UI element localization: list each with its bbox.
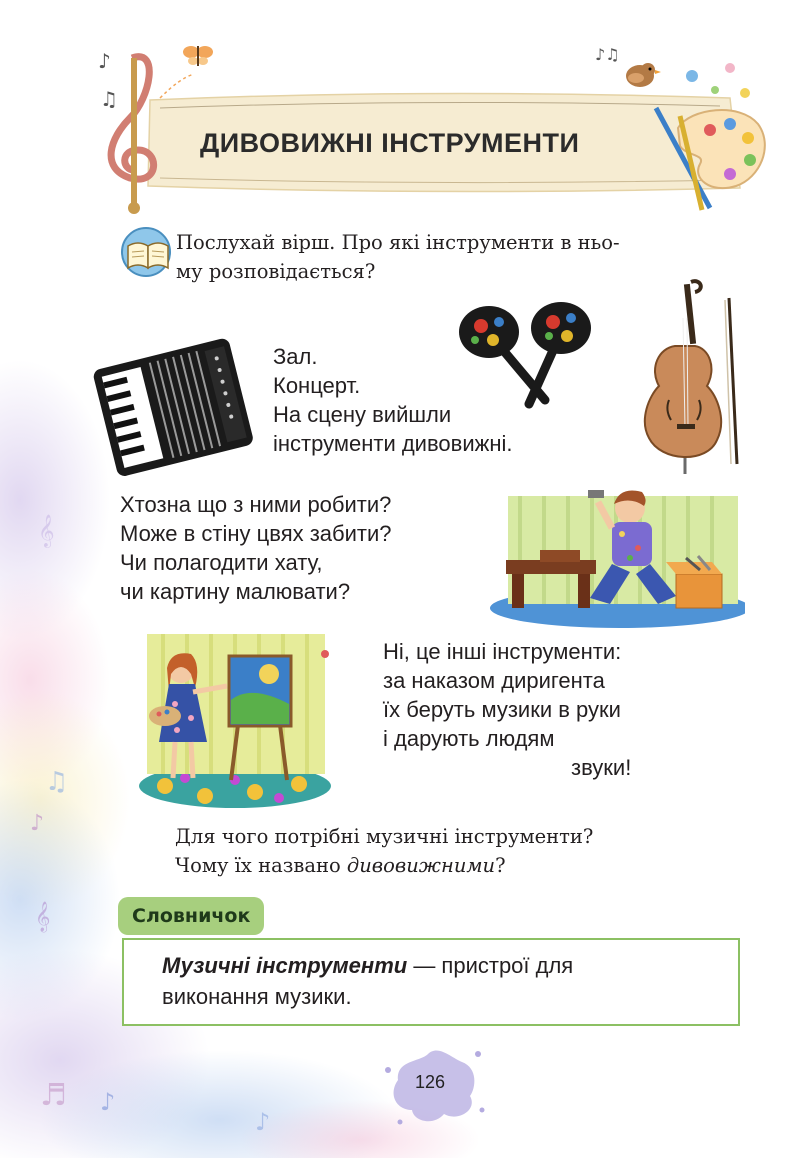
poem-line: Чи полагодити хату, bbox=[120, 550, 323, 575]
poem-line: Зал. bbox=[273, 344, 318, 369]
cello-illustration bbox=[625, 278, 747, 478]
poem-line: Ні, це інші інструменти: bbox=[383, 639, 622, 664]
glossary-tab: Словничок bbox=[118, 897, 264, 935]
boy-with-hammer-illustration bbox=[480, 478, 745, 628]
poem-stanza-2 bbox=[120, 490, 392, 606]
svg-text:♫: ♫ bbox=[100, 87, 118, 111]
glossary-term: Музичні інструменти bbox=[162, 953, 408, 978]
flowers-icon bbox=[686, 63, 750, 98]
poem-line: і дарують людям bbox=[383, 726, 555, 751]
question-text: Чому їх названо bbox=[175, 854, 347, 877]
glossary-definition bbox=[162, 950, 722, 1012]
glossary-definition-text: — пристрої для bbox=[407, 953, 574, 978]
poem-line: Може в стіну цвях забити? bbox=[120, 521, 392, 546]
poem-line: звуки! bbox=[571, 755, 632, 780]
svg-text:𝄞: 𝄞 bbox=[35, 902, 51, 932]
svg-text:♬: ♬ bbox=[40, 1078, 67, 1113]
question-text: ? bbox=[495, 854, 506, 877]
maracas-illustration bbox=[455, 300, 595, 412]
poem-line: Хтозна що з ними робити? bbox=[120, 492, 392, 517]
svg-text:♪: ♪ bbox=[100, 1088, 116, 1116]
svg-text:𝄞: 𝄞 bbox=[38, 514, 55, 547]
page-number: 126 bbox=[414, 1072, 446, 1092]
bird-icon bbox=[626, 63, 661, 87]
page-title: ДИВОВИЖНІ ІНСТРУМЕНТИ bbox=[200, 128, 580, 158]
open-book-icon bbox=[120, 226, 176, 278]
accordion-illustration bbox=[92, 322, 257, 480]
svg-text:♪: ♪ bbox=[98, 49, 111, 73]
poem-line: за наказом диригента bbox=[383, 668, 605, 693]
butterfly-icon bbox=[183, 46, 213, 66]
poem-line: На сцену вийшли bbox=[273, 402, 452, 427]
question-line: Для чого потрібні музичні інструменти? bbox=[175, 825, 594, 848]
question-line bbox=[175, 851, 593, 880]
treble-clef-icon bbox=[111, 57, 154, 214]
question-emphasis: дивовижними bbox=[346, 854, 496, 877]
poem-line: інструменти дивовижні. bbox=[273, 431, 513, 456]
girl-painting-illustration bbox=[135, 630, 335, 810]
svg-text:♪: ♪ bbox=[30, 811, 45, 836]
instruction-line: му розповідається? bbox=[176, 260, 376, 283]
glossary-line: виконання музики. bbox=[162, 984, 352, 1009]
svg-text:♫: ♫ bbox=[45, 767, 69, 797]
svg-text:♪♫: ♪♫ bbox=[595, 45, 620, 64]
glossary-line bbox=[162, 950, 722, 981]
discussion-questions bbox=[175, 822, 593, 880]
poem-line: їх беруть музики в руки bbox=[383, 697, 621, 722]
poem-line: Концерт. bbox=[273, 373, 361, 398]
instruction-line: Послухай вірш. Про які інструменти в ньо- bbox=[176, 231, 620, 254]
svg-text:♪: ♪ bbox=[255, 1108, 271, 1136]
poem-stanza-3 bbox=[383, 637, 631, 782]
poem-line: чи картину малювати? bbox=[120, 579, 351, 604]
